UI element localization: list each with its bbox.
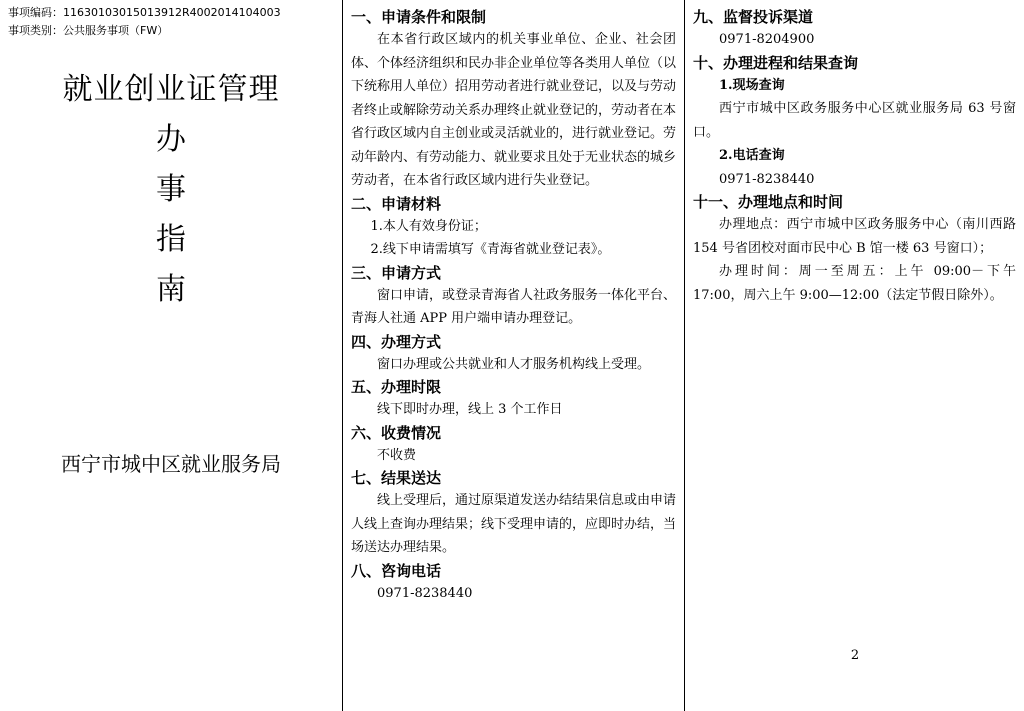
section-heading: 十、办理进程和结果查询 (693, 53, 859, 72)
sub-heading: 1.现场查询 (719, 77, 785, 93)
guide-title-char: 指 (156, 222, 186, 257)
section-heading: 一、申请条件和限制 (351, 8, 487, 26)
department-name: 西宁市城中区就业服务局 (61, 452, 281, 476)
guide-title-char: 事 (156, 172, 186, 207)
section-heading: 四、办理方式 (351, 332, 442, 351)
section-heading: 七、结果送达 (351, 469, 442, 487)
materials-item: 1.本人有效身份证； (370, 218, 487, 234)
section-text: 线下即时办理，线上 3 个工作日 (377, 402, 563, 417)
phone-query-text: 0971-8238440 (719, 171, 815, 187)
section-heading: 八、咨询电话 (351, 561, 442, 580)
right-column (684, 0, 1024, 711)
item-code (8, 6, 281, 20)
section-text: 窗口办理或公共就业和人才服务机构线上受理。 (377, 356, 651, 372)
item-code-label: 事项编码： (8, 6, 63, 19)
sub-heading: 2.电话查询 (719, 148, 785, 163)
item-type-label: 事项类别： (8, 24, 63, 37)
page-number: 2 (850, 648, 860, 663)
guide-title-char: 南 (156, 272, 186, 307)
complaint-phone: 0971-8204900 (719, 32, 815, 47)
item-type (8, 24, 168, 38)
section-text: 不收费 (377, 447, 417, 463)
section-text: 线上受理后，通过原渠道发送办结结果信息或由申请人线上查询办理结果；线下受理申请的，应即时办结，当场送达办理结果。 (351, 493, 677, 555)
item-code-value: 11630103015013912R4002014104003 (63, 6, 281, 19)
section-text: 窗口申请，或登录青海省人社政务服务一体化平台、青海人社通 APP 用户端申请办理登记。 (351, 287, 677, 326)
office-hours: 办理时间：周一至周五：上午 09:00－下午 17:00，周六上午 9:00—12:00（法定节假日除外）。 (693, 264, 1016, 303)
middle-column (342, 0, 684, 711)
consult-phone: 0971-8238440 (377, 585, 473, 601)
guide-title-char: 办 (156, 122, 186, 157)
section-heading: 五、办理时限 (351, 378, 442, 396)
cover-column (0, 0, 342, 711)
item-type-value: 公共服务事项（FW） (63, 24, 169, 37)
office-address: 办理地点：西宁市城中区政务服务中心（南川西路 154 号省团校对面市民中心 B 馆一楼 63 号窗口）； (693, 217, 1016, 256)
section-heading: 六、收费情况 (351, 423, 442, 442)
section-heading: 十一、办理地点和时间 (693, 193, 844, 211)
onsite-query-text: 西宁市城中区政务服务中心区就业服务局 63 号窗口。 (693, 101, 1016, 140)
section-text: 在本省行政区域内的机关事业单位、企业、社会团体、个体经济组织和民办非企业单位等各类用人单位（以下统称用人单位）招用劳动者进行就业登记，以及与劳动者终止或解除劳动关系办理终止就业登记的，劳动者在本省行政区域内自主创业或灵活就业的，进行就业登记。劳动年龄内、有劳动能力、就业要求且处于无业状态的城乡劳动者，在本省行政区域内进行失业登记。 (351, 32, 677, 188)
section-heading: 二、申请材料 (351, 194, 442, 213)
guide-title: 就业创业证管理 (62, 72, 280, 107)
materials-item: 2.线下申请需填写《青海省就业登记表》。 (370, 242, 611, 257)
section-heading: 三、申请方式 (351, 263, 442, 282)
section-heading: 九、监督投诉渠道 (693, 8, 814, 26)
